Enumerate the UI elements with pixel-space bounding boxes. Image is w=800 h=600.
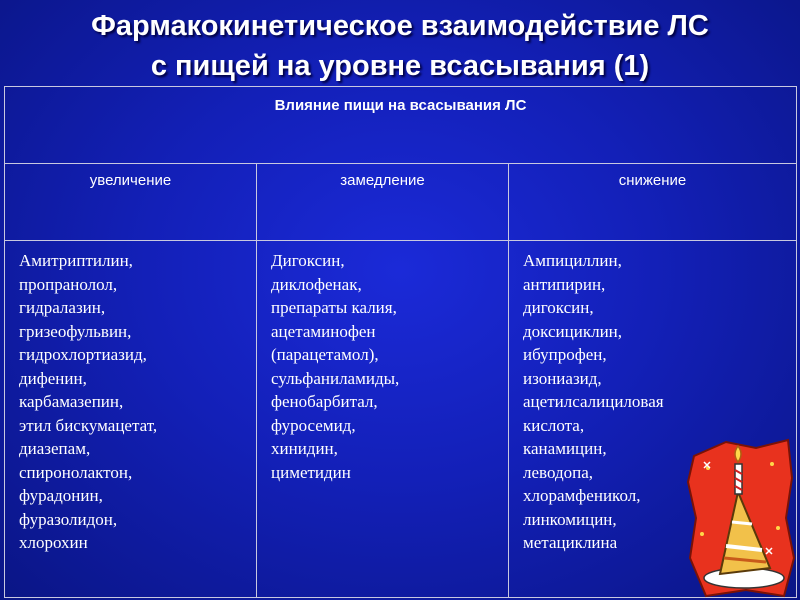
list-item: Дигоксин, [271, 251, 345, 270]
list-item: доксициклин, [523, 321, 623, 341]
list-item: ацетаминофен [271, 321, 376, 341]
list-item: Амитриптилин, [19, 251, 133, 270]
column-header-decrease: снижение [509, 164, 797, 241]
list-item: линкомицин, [523, 509, 617, 529]
list-item: гидрохлортиазид, [19, 345, 147, 364]
list-item: фуросемид, [271, 415, 356, 435]
list-item: фенобарбитал, [271, 392, 378, 411]
title-line-2: с пищей на уровне всасывания (1) [150, 50, 650, 82]
list-item: гризеофульвин, [19, 321, 132, 341]
list-item: сульфаниламиды, [271, 368, 400, 388]
list-item: хлорамфеникол, [523, 486, 641, 505]
list-item: циметидин [271, 462, 351, 482]
list-item: ибупрофен, [523, 345, 607, 364]
list-item: метациклина [523, 533, 618, 552]
slide-title [0, 6, 800, 86]
list-item: антипирин, [523, 274, 606, 294]
list-item: карбамазепин, [19, 392, 124, 411]
list-item: (парацетамол), [271, 345, 379, 364]
column-header-increase: увеличение [5, 164, 257, 241]
list-item: препараты калия, [271, 298, 397, 317]
list-item: пропранолол, [19, 274, 118, 294]
title-line-1: Фармакокинетическое взаимодействие ЛС [91, 10, 709, 42]
list-item: этил бискумацетат, [19, 415, 158, 435]
list-item: хлорохин [19, 533, 88, 552]
table-header: Влияние пищи на всасывания ЛС [5, 87, 797, 164]
list-item: изониазид, [523, 368, 602, 388]
list-slowdown [257, 241, 509, 598]
list-item: канамицин, [523, 439, 607, 458]
list-item: гидралазин, [19, 298, 106, 317]
list-item: фуразолидон, [19, 509, 118, 529]
list-item: диклофенак, [271, 274, 362, 294]
list-item: фурадонин, [19, 486, 103, 505]
list-item: спиронолактон, [19, 462, 133, 482]
list-increase [5, 241, 257, 598]
list-item: Ампициллин, [523, 251, 622, 270]
list-item: дигоксин, [523, 298, 594, 317]
list-item: кислота, [523, 415, 585, 435]
column-header-slowdown: замедление [257, 164, 509, 241]
list-item: ацетилсалициловая [523, 392, 664, 411]
list-item: дифенин, [19, 368, 87, 388]
list-item: леводопа, [523, 462, 593, 482]
list-item: хинидин, [271, 439, 338, 458]
cake-slice-candle-icon [686, 438, 796, 598]
drug-food-table [4, 86, 797, 598]
list-item: диазепам, [19, 439, 91, 458]
